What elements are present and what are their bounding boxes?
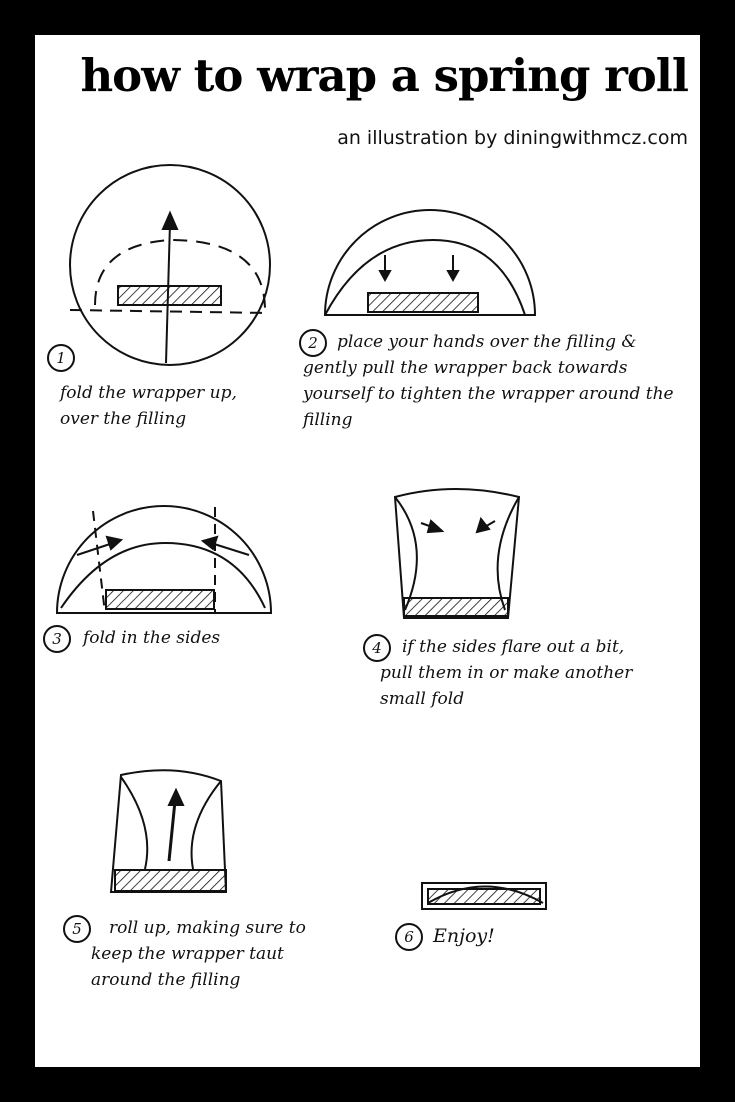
filling-rect xyxy=(115,870,226,891)
roll-up-arrow xyxy=(169,801,175,861)
step-4-number: 4 xyxy=(363,634,391,662)
step-2-number: 2 xyxy=(299,329,327,357)
arrow-up-icon xyxy=(163,213,177,229)
step-5-caption: roll up, making sure to keep the wrapper taut around the filling xyxy=(91,918,306,990)
arrow-down-icon xyxy=(380,271,390,280)
step-5-drawing xyxy=(111,770,226,892)
side-flare-right xyxy=(498,497,519,610)
step-1-number: 1 xyxy=(47,344,75,372)
illustration-paper xyxy=(35,35,700,1067)
step-3-number: 3 xyxy=(43,625,71,653)
wrapper-circle xyxy=(70,165,270,365)
step-2-drawing xyxy=(325,210,535,315)
step-2-caption: place your hands over the filling & gently pull the wrapper back towards yourself to tighten the wrapper around the filling xyxy=(303,332,674,430)
arrow-right-icon xyxy=(107,537,121,549)
page-title: how to wrap a spring roll xyxy=(80,49,688,102)
step-1-drawing xyxy=(70,165,270,365)
arrow-right-icon xyxy=(428,521,442,532)
step-4-caption: if the sides flare out a bit, pull them in or make another small fold xyxy=(380,637,633,709)
step-6-number: 6 xyxy=(395,923,423,951)
filling-rect xyxy=(368,293,478,312)
step-6-drawing xyxy=(422,883,546,909)
step-3-drawing xyxy=(57,506,271,613)
filling-rect xyxy=(106,590,214,609)
spring-roll xyxy=(428,889,540,904)
roll-side-right xyxy=(192,781,221,869)
arrow-down-icon xyxy=(448,271,458,280)
step-4-drawing xyxy=(395,489,519,618)
sketch-canvas xyxy=(35,35,700,1067)
arrow-left-icon xyxy=(477,519,489,532)
step-5-number: 5 xyxy=(63,915,91,943)
filling-rect xyxy=(404,598,508,616)
fold-base-dashed xyxy=(70,310,270,313)
side-arrow-right xyxy=(211,543,249,555)
page-subtitle: an illustration by diningwithmcz.com xyxy=(337,127,688,149)
filling-rect xyxy=(118,286,221,305)
step-6-caption: Enjoy! xyxy=(433,925,495,947)
step-3-caption: fold in the sides xyxy=(83,628,221,648)
arrow-up-icon xyxy=(169,790,183,805)
step-1-caption: fold the wrapper up, over the filling xyxy=(60,383,237,429)
roll-side-left xyxy=(121,777,147,869)
